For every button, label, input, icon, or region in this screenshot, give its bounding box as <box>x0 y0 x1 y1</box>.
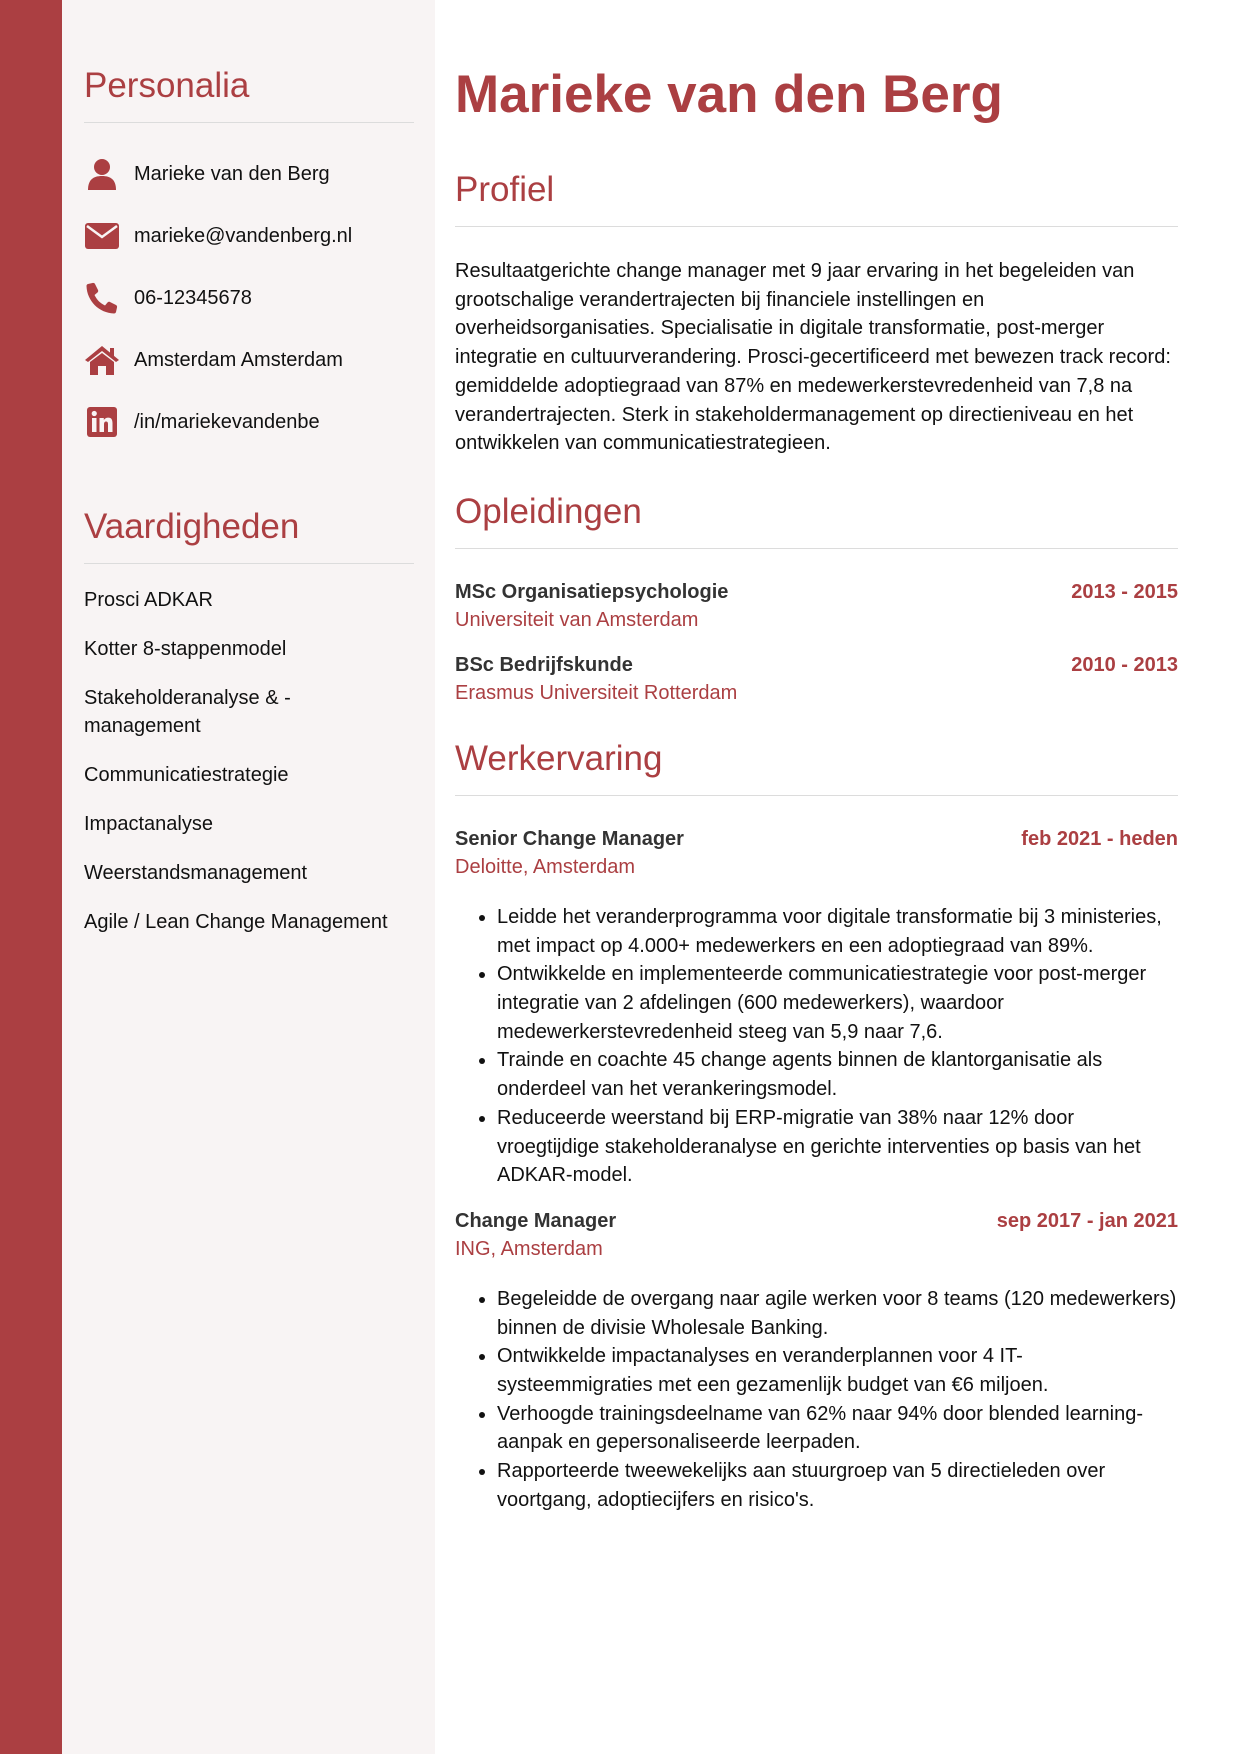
profile-heading: Profiel <box>455 170 555 209</box>
contact-phone[interactable]: 06-12345678 <box>84 267 414 329</box>
divider <box>455 548 1178 549</box>
education-entry <box>455 581 1178 632</box>
skill-item: Stakeholderanalyse & -management <box>84 687 291 737</box>
skill-item: Impactanalyse <box>84 813 213 835</box>
degree-title: BSc Bedrijfskunde <box>455 653 633 676</box>
divider <box>84 122 414 123</box>
list-item: • Verhoogde trainingsdeelname van 62% naar 94% door blended learning-aanpak en gepersonaliseerde leerpaden. <box>497 1400 1178 1457</box>
experience-heading: Werkervaring <box>455 738 663 778</box>
school-name: Universiteit van Amsterdam <box>455 608 699 631</box>
contact-linkedin[interactable]: /in/mariekevandenbe <box>84 391 414 453</box>
accent-stripe <box>0 0 62 1754</box>
main-content <box>455 60 1178 1515</box>
experience-entry <box>455 1210 1178 1515</box>
school-name: Erasmus Universiteit Rotterdam <box>455 681 738 704</box>
contact-list <box>84 143 414 453</box>
divider <box>84 563 414 564</box>
divider <box>455 795 1178 796</box>
education-heading: Opleidingen <box>455 491 642 531</box>
achievement-list <box>455 1285 1178 1515</box>
list-item: • Leidde het veranderprogramma voor digitale transformatie bij 3 ministeries, met impact op 4.000+ medewerkers en een adoptiegraad van 89%. <box>497 903 1178 960</box>
degree-title: MSc Organisatiepsychologie <box>455 580 729 603</box>
contact-email[interactable]: marieke@vandenberg.nl <box>84 205 414 267</box>
date-range: feb 2021 - heden <box>1021 827 1178 850</box>
home-icon <box>84 342 120 378</box>
sidebar <box>62 0 435 1754</box>
date-range: 2010 - 2013 <box>1071 653 1178 676</box>
list-item: • Ontwikkelde en implementeerde communicatiestrategie voor post-merger integratie van 2 afdelingen (600 medewerkers), waardoor medewerkerstevredenheid steeg van 5,9 naar 7,6. <box>497 960 1178 1046</box>
list-item: • Reduceerde weerstand bij ERP-migratie van 38% naar 12% door vroegtijdige stakeholderanalyse en gerichte interventies op basis van het ADKAR-model. <box>497 1104 1178 1190</box>
achievement-list <box>455 903 1178 1190</box>
skill-item: Communicatiestrategie <box>84 764 289 786</box>
list-item: • Begeleidde de overgang naar agile werken voor 8 teams (120 medewerkers) binnen de divisie Wholesale Banking. <box>497 1285 1178 1342</box>
list-item: • Trainde en coachte 45 change agents binnen de klantorganisatie als onderdeel van het verankeringsmodel. <box>497 1046 1178 1103</box>
job-title: Change Manager <box>455 1209 617 1232</box>
skill-item: Kotter 8-stappenmodel <box>84 638 287 660</box>
user-icon <box>84 156 120 192</box>
profile-text: Resultaatgerichte change manager met 9 jaar ervaring in het begeleiden van grootschalige verandertrajecten bij financiele instellingen en overheidsorganisaties. Specialisatie in digitale transformatie, post-merger integratie en cultuurverandering. Prosci-gecertificeerd met bewezen track record: gemiddelde adoptiegraad van 87% en medewerkerstevredenheid van 7,8 na verandertrajecten. Sterk in stakeholdermanagement op directieniveau en het ontwikkelen van communicatiestrategieen. <box>455 260 1171 455</box>
skills-list <box>84 586 414 936</box>
phone-icon <box>84 280 120 316</box>
list-item: • Rapporteerde tweewekelijks aan stuurgroep van 5 directieleden over voortgang, adoptiecijfers en risico's. <box>497 1457 1178 1514</box>
job-title: Senior Change Manager <box>455 827 684 850</box>
envelope-icon <box>84 218 120 254</box>
education-entry <box>455 654 1178 705</box>
company-name: ING, Amsterdam <box>455 1237 603 1260</box>
company-name: Deloitte, Amsterdam <box>455 855 636 878</box>
skill-item: Weerstandsmanagement <box>84 862 308 884</box>
list-item: • Ontwikkelde impactanalyses en veranderplannen voor 4 IT-systeemmigraties met een gezamenlijk budget van €6 miljoen. <box>497 1342 1178 1399</box>
skill-item: Prosci ADKAR <box>84 589 213 611</box>
contact-address: Amsterdam Amsterdam <box>84 329 414 391</box>
skills-heading: Vaardigheden <box>84 507 300 546</box>
personalia-heading: Personalia <box>84 66 250 105</box>
date-range: 2013 - 2015 <box>1071 580 1178 603</box>
linkedin-icon <box>84 404 120 440</box>
experience-entry <box>455 828 1178 1190</box>
divider <box>455 226 1178 227</box>
skill-item: Agile / Lean Change Management <box>84 911 388 933</box>
date-range: sep 2017 - jan 2021 <box>996 1209 1178 1232</box>
contact-name: Marieke van den Berg <box>84 143 414 205</box>
page-title: Marieke van den Berg <box>455 65 1003 124</box>
